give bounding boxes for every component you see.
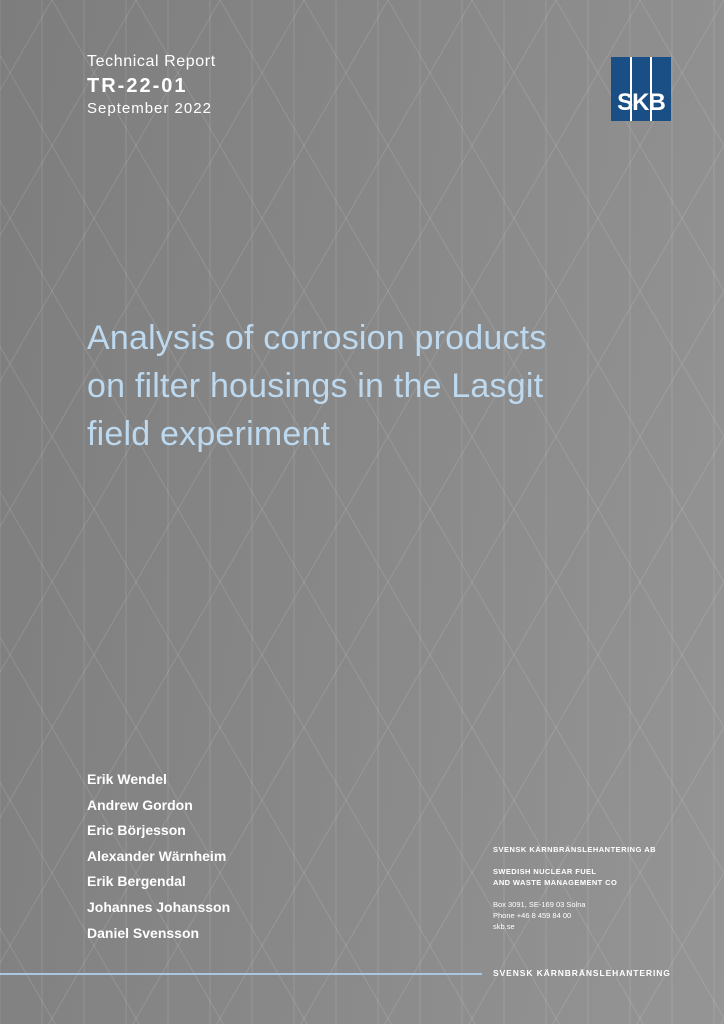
report-number: TR-22-01 bbox=[87, 75, 188, 97]
report-series: Technical Report bbox=[87, 53, 216, 70]
author-name: Erik Bergendal bbox=[87, 873, 186, 890]
author-name: Daniel Svensson bbox=[87, 924, 200, 941]
logo-text: SKB bbox=[617, 89, 665, 116]
author-name: Andrew Gordon bbox=[87, 796, 193, 813]
author-list bbox=[87, 767, 230, 946]
publisher-english-name: SWEDISH NUCLEAR FUEL bbox=[493, 867, 597, 876]
title-line: Analysis of corrosion products bbox=[87, 319, 547, 357]
title-line: field experiment bbox=[87, 415, 331, 453]
skb-logo bbox=[611, 57, 671, 121]
footer-company-name: SVENSK KÄRNBRÄNSLEHANTERING bbox=[493, 968, 671, 978]
author-name: Erik Wendel bbox=[87, 771, 167, 787]
publisher-name: SVENSK KÄRNBRÄNSLEHANTERING AB bbox=[493, 845, 657, 854]
publisher-phone: Phone +46 8 459 84 00 bbox=[493, 911, 572, 920]
publisher-english-name: AND WASTE MANAGEMENT CO bbox=[493, 878, 618, 887]
report-header bbox=[87, 52, 216, 119]
document-title bbox=[87, 314, 687, 458]
footer-divider bbox=[0, 973, 482, 975]
author-name: Eric Börjesson bbox=[87, 822, 186, 839]
publisher-info bbox=[493, 844, 656, 932]
author-name: Johannes Johansson bbox=[87, 898, 231, 915]
report-date: September 2022 bbox=[87, 100, 212, 117]
publisher-address: Box 3091, SE-169 03 Solna bbox=[493, 900, 586, 909]
author-name: Alexander Wärnheim bbox=[87, 847, 227, 864]
title-line: on filter housings in the Lasgit bbox=[87, 367, 544, 405]
publisher-website: skb.se bbox=[493, 922, 515, 931]
